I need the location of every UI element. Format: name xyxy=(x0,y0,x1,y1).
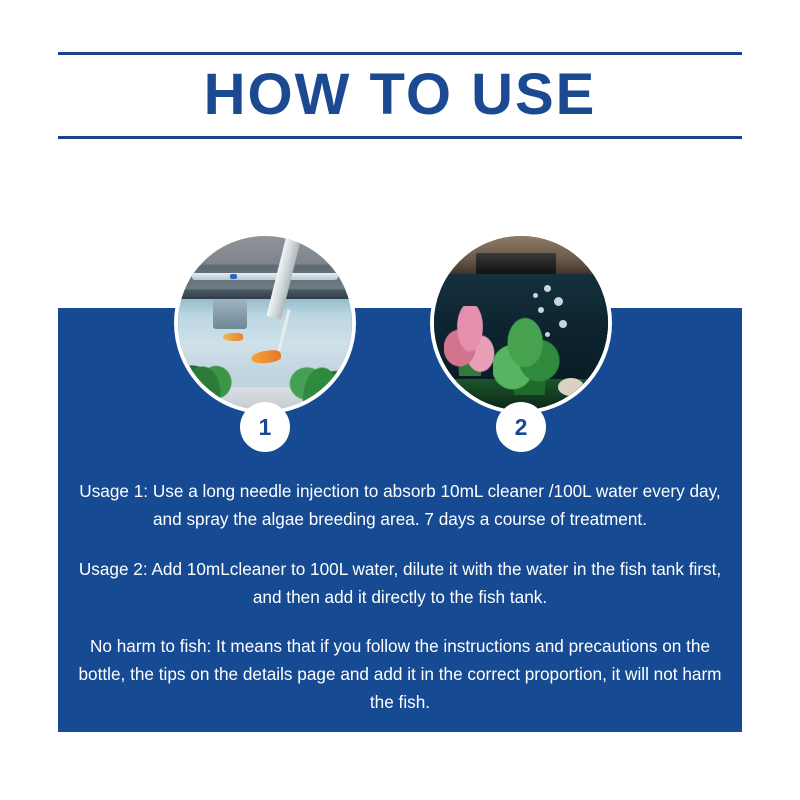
step-1 xyxy=(174,232,356,440)
bubble-icon xyxy=(554,297,563,306)
header xyxy=(58,52,742,139)
instruction-usage-1: Usage 1: Use a long needle injection to absorb 10mL cleaner /100L water every day, and spray the algae breeding area. 7 days a course of treatment. xyxy=(79,481,721,529)
header-rule-top xyxy=(58,52,742,55)
aquatic-plant xyxy=(181,345,235,405)
bubble-icon xyxy=(544,285,551,292)
tank-light-indicator xyxy=(230,274,237,279)
step-2 xyxy=(430,232,612,440)
aquarium-injection-image xyxy=(178,236,352,410)
fish-icon xyxy=(250,349,281,365)
aquatic-plant xyxy=(289,344,349,410)
step-images xyxy=(58,232,742,472)
bubble-icon xyxy=(559,320,567,328)
tank-filter xyxy=(213,299,247,329)
step-2-badge: 2 xyxy=(496,402,546,452)
instruction-usage-2: Usage 2: Add 10mLcleaner to 100L water, dilute it with the water in the fish tank first, and then add it directly to the fish tank. xyxy=(78,558,722,607)
tank-light-bar xyxy=(192,273,338,280)
tank-rim xyxy=(178,290,352,299)
header-rule-bottom xyxy=(58,136,742,139)
tank-stone xyxy=(558,378,584,396)
instructions xyxy=(78,478,722,717)
step-1-photo xyxy=(174,232,356,414)
aquatic-plant xyxy=(444,306,496,376)
page-title: HOW TO USE xyxy=(203,62,597,127)
tank-hood xyxy=(476,253,556,274)
step-1-badge: 1 xyxy=(240,402,290,452)
fish-icon xyxy=(223,333,243,341)
instruction-no-harm: No harm to fish: It means that if you follow the instructions and precautions on the bottle, the tips on the details page and add it in the correct proportion, it will not harm the fish. xyxy=(78,636,722,713)
planted-aquarium-image xyxy=(434,236,608,410)
step-2-photo xyxy=(430,232,612,414)
aquatic-plant xyxy=(493,313,563,395)
